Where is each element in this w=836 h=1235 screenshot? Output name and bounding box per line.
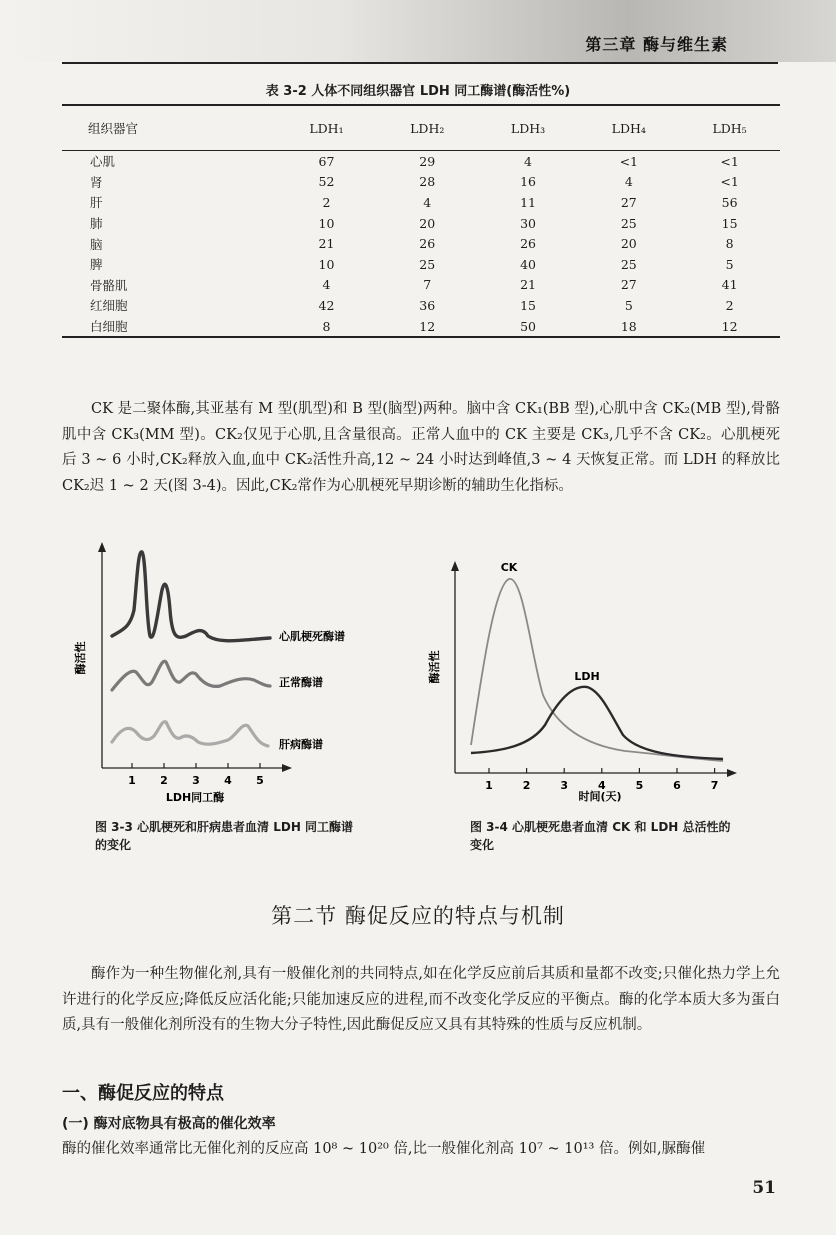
section-title: 第二节 酶促反应的特点与机制 [271,904,565,928]
value-cell: 8 [322,318,331,334]
table-row [62,254,780,275]
column-header: 组织器官 [88,121,139,136]
value-cell: 2 [322,194,331,210]
value-cell: 12 [419,318,436,334]
value-cell: 4 [423,194,432,210]
heading-level-2: (一) 酶对底物具有极高的催化效率 [62,1116,276,1132]
table-caption: 表 3-2 人体不同组织器官 LDH 同工酶谱(酶活性%) [265,84,571,99]
x-tick-label: 7 [710,779,719,792]
fig1-curve-normal [112,661,270,690]
x-tick-label: 1 [485,779,493,792]
paragraph-catalytic-efficiency: 酶的催化效率通常比无催化剂的反应高 10⁸ ~ 10²⁰ 倍,比一般催化剂高 10⁷ ~ 10¹³ 倍。例如,脲酶催 [62,1141,706,1157]
paragraph-ck: CK 是二聚体酶,其亚基有 M 型(肌型)和 B 型(脑型)两种。脑中含 CK₁(BB 型),心肌中含 CK₂(MB 型),骨骼肌中含 CK₃(MM 型)。CK₂仅见于心肌,且含量很高。正常人血中的 CK 主要是 CK₃,几乎不含 CK₂。心肌梗死后 3 ~ 6 小时,CK₂释放入血,血中 CK₂活性升高,12 ~ 24 小时达到峰值,3 ~ 4 天恢复正常。而 LDH 的释放比 CK₂迟 1 ~ 2 天(图 3-4)。因此,CK₂常作为心肌梗死早期诊断的辅助生化指标。 [62,401,780,494]
column-header: LDH₃ [510,120,546,136]
figure-3-4-caption: 图 3-4 心肌梗死患者血清 CK 和 LDH 总活性的变化 [470,820,731,852]
value-cell: 4 [524,153,532,169]
figure-3-3-caption: 图 3-3 心肌梗死和肝病患者血清 LDH 同工酶谱的变化 [95,820,354,852]
x-tick-label: 6 [673,779,681,792]
value-cell: 42 [318,297,335,313]
fig1-label-normal: 正常酶谱 [279,676,323,689]
ldh-isoenzyme-table [62,104,780,338]
fig1-curve-liver [112,722,268,746]
fig2-curve-ldh [471,687,723,759]
fig2-xlabel: 时间(天) [578,790,622,803]
fig1-curve-mi [112,552,270,641]
table-row [62,233,780,254]
fig1-xlabel: LDH同工酶 [165,791,225,804]
table-row [62,192,780,213]
value-cell: 50 [520,318,536,334]
value-cell: 21 [318,236,335,252]
value-cell: 21 [520,277,536,293]
value-cell: 11 [520,194,536,210]
value-cell: 4 [322,277,331,293]
table-body [62,151,780,338]
value-cell: 10 [318,256,335,272]
value-cell: 41 [721,277,738,293]
fig2-ylabel: 酶活性 [428,650,441,684]
value-cell: 25 [620,256,637,272]
value-cell: 20 [620,236,637,252]
value-cell: 7 [423,277,432,293]
x-tick-label: 3 [560,779,569,792]
page-number: 51 [752,1178,776,1198]
chapter-title: 第三章 酶与维生素 [585,35,728,54]
column-header: LDH₁ [309,120,344,136]
organ-cell: 心肌 [90,154,116,170]
table-header-row [62,105,780,151]
value-cell: 36 [419,297,436,313]
value-cell: 5 [624,297,633,313]
x-tick-label: 3 [192,774,200,787]
fig2-label-ldh: LDH [574,670,600,683]
fig2-label-ck: CK [500,561,518,574]
table-row [62,151,780,172]
table-row [62,275,780,296]
value-cell: 12 [721,318,738,334]
value-cell: 20 [419,215,436,231]
figure-3-4 [425,555,750,807]
x-tick-label: 1 [128,774,136,787]
table-row [62,295,780,316]
fig1-x-arrow [282,764,292,772]
organ-cell: 脑 [90,236,103,252]
table-row [62,316,780,338]
value-cell: <1 [720,174,739,190]
column-header: LDH₅ [712,120,747,136]
fig1-ylabel: 酶活性 [74,641,87,675]
value-cell: 40 [520,256,536,272]
value-cell: 67 [318,153,335,169]
value-cell: 4 [624,174,633,190]
value-cell: 5 [725,256,734,272]
organ-cell: 脾 [90,257,103,273]
x-tick-label: 5 [256,774,264,787]
x-tick-label: 5 [635,779,644,792]
value-cell: 15 [520,297,536,313]
value-cell: <1 [619,153,638,169]
value-cell: 15 [721,215,738,231]
value-cell: 16 [520,174,536,190]
value-cell: 28 [419,174,436,190]
value-cell: <1 [720,153,739,169]
value-cell: 18 [620,318,637,334]
value-cell: 10 [318,215,335,231]
fig2-y-arrow [451,561,459,571]
value-cell: 26 [520,236,536,252]
x-tick-label: 2 [522,779,531,792]
x-tick-label: 4 [597,779,606,792]
organ-cell: 红细胞 [90,298,128,314]
column-header: LDH₂ [410,120,445,136]
value-cell: 29 [419,153,436,169]
value-cell: 27 [620,194,637,210]
fig2-x-ticks [485,768,718,792]
value-cell: 52 [318,174,335,190]
fig1-label-mi: 心肌梗死酶谱 [279,630,345,643]
organ-cell: 肾 [90,174,103,190]
x-tick-label: 4 [224,774,232,787]
fig1-y-arrow [98,542,106,552]
value-cell: 2 [725,297,734,313]
organ-cell: 肝 [90,195,103,211]
organ-cell: 肺 [90,216,103,232]
value-cell: 27 [620,277,637,293]
fig2-x-arrow [727,769,737,777]
header-rule [62,62,778,64]
column-header: LDH₄ [611,120,646,136]
paragraph-enzyme-features: 酶作为一种生物催化剂,具有一般催化剂的共同特点,如在化学反应前后其质和量都不改变;只催化热力学上允许进行的化学反应;降低反应活化能;只能加速反应的进程,而不改变化学反应的平衡点。酶的化学本质大多为蛋白质,具有一般催化剂所没有的生物大分子特性,因此酶促反应又具有其特殊的性质与反应机制。 [62,966,780,1033]
value-cell: 25 [419,256,436,272]
fig1-label-liver: 肝病酶谱 [279,738,323,751]
value-cell: 8 [725,236,734,252]
organ-cell: 白细胞 [90,319,128,335]
table-row [62,213,780,234]
value-cell: 30 [520,215,536,231]
value-cell: 25 [620,215,637,231]
table-row [62,172,780,193]
fig1-x-ticks [128,763,264,787]
x-tick-label: 2 [160,774,168,787]
value-cell: 26 [419,236,436,252]
heading-level-1: 一、酶促反应的特点 [62,1083,224,1104]
value-cell: 56 [721,194,738,210]
organ-cell: 骨骼肌 [90,277,128,293]
figure-3-3 [70,540,370,808]
